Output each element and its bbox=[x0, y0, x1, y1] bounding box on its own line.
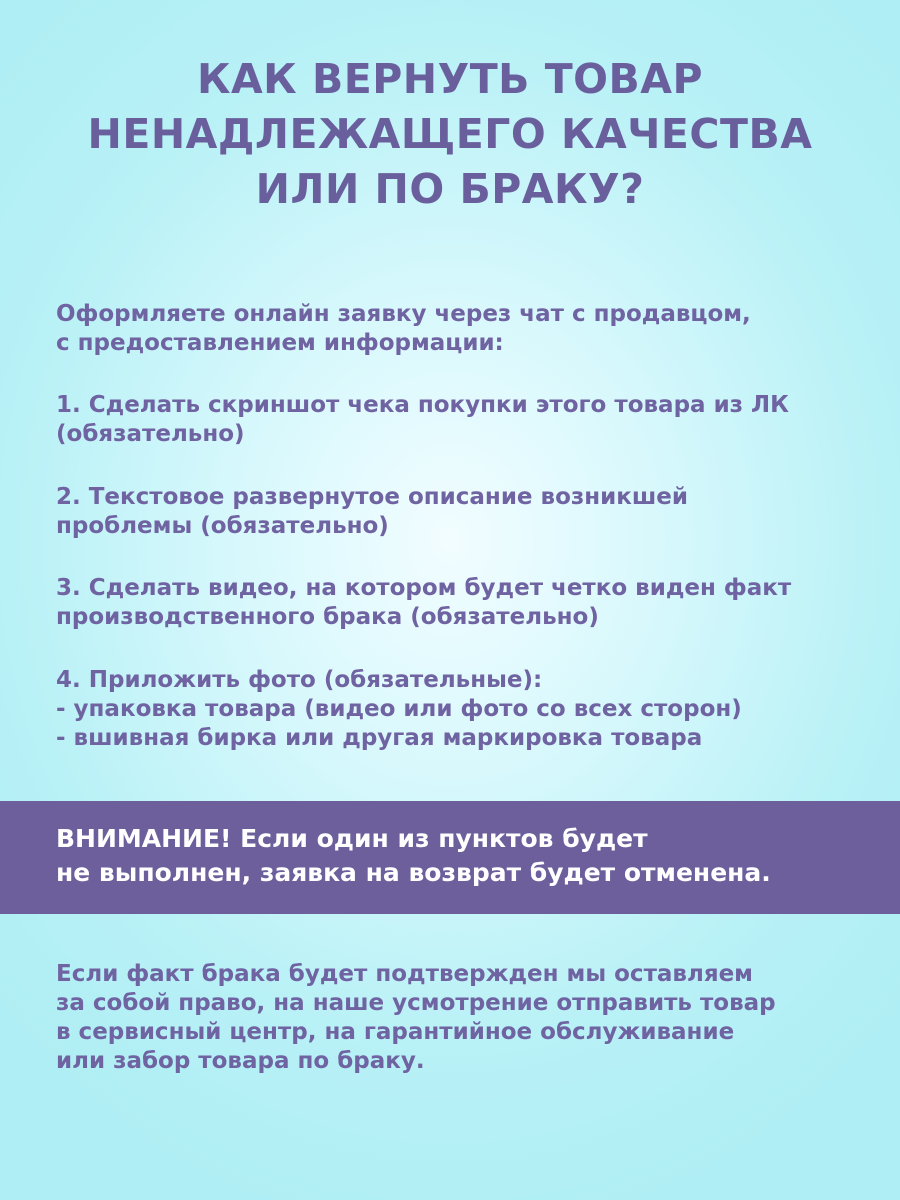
requirement-item-3 bbox=[56, 574, 876, 632]
requirement-4-line-1: 4. Приложить фото (обязательные): bbox=[56, 667, 543, 693]
requirement-4-line-2: - упаковка товара (видео или фото со всех сторон) bbox=[56, 696, 742, 722]
footer-line-4: или забор товара по браку. bbox=[56, 1048, 425, 1074]
requirement-item-1 bbox=[56, 391, 876, 449]
footer-text bbox=[56, 960, 876, 1076]
title-line-1: КАК ВЕРНУТЬ ТОВАР bbox=[196, 55, 704, 103]
page-title bbox=[0, 52, 900, 217]
requirement-3-line-2: производственного брака (обязательно) bbox=[56, 604, 599, 630]
title-line-2: НЕНАДЛЕЖАЩЕГО КАЧЕСТВА bbox=[87, 110, 813, 158]
requirement-2-line-1: 2. Текстовое развернутое описание возникшей bbox=[56, 484, 689, 510]
requirement-2-line-2: проблемы (обязательно) bbox=[56, 513, 389, 539]
warning-text bbox=[56, 822, 876, 890]
warning-line-1: ВНИМАНИЕ! Если один из пунктов будет bbox=[56, 824, 648, 853]
title-line-3: ИЛИ ПО БРАКУ? bbox=[255, 165, 645, 213]
warning-line-2: не выполнен, заявка на возврат будет отменена. bbox=[56, 858, 771, 887]
footer-line-1: Если факт брака будет подтвержден мы оставляем bbox=[56, 961, 753, 987]
footer-line-2: за собой право, на наше усмотрение отправить товар bbox=[56, 990, 776, 1016]
requirement-3-line-1: 3. Сделать видео, на котором будет четко виден факт bbox=[56, 575, 792, 601]
requirement-item-4 bbox=[56, 666, 876, 753]
intro-line-1: Оформляете онлайн заявку через чат с продавцом, bbox=[56, 301, 751, 327]
footer-line-3: в сервисный центр, на гарантийное обслуживание bbox=[56, 1019, 735, 1045]
requirement-1-line-1: 1. Сделать скриншот чека покупки этого товара из ЛК bbox=[56, 392, 789, 418]
intro-line-2: с предоставлением информации: bbox=[56, 330, 504, 356]
requirement-4-line-3: - вшивная бирка или другая маркировка товара bbox=[56, 725, 703, 751]
requirement-1-line-2: (обязательно) bbox=[56, 421, 245, 447]
intro-text bbox=[56, 300, 876, 358]
requirement-item-2 bbox=[56, 483, 876, 541]
